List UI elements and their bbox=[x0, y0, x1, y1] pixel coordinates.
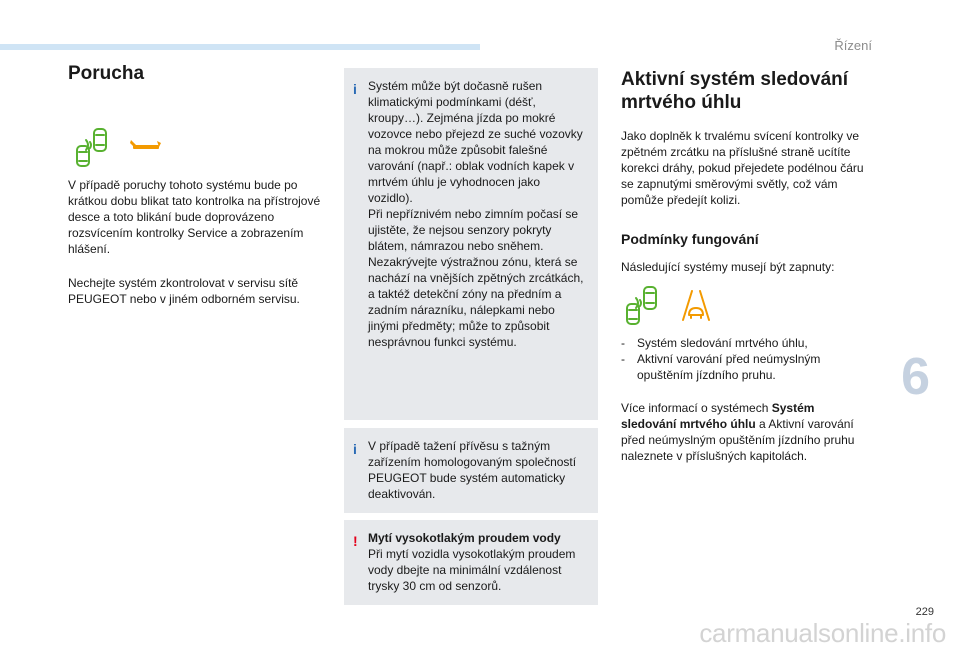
more-info-section bbox=[621, 400, 871, 464]
info-icon: i bbox=[353, 81, 357, 97]
required-systems-list bbox=[621, 335, 871, 383]
info-box-weather bbox=[344, 68, 598, 420]
right-column-header bbox=[621, 68, 871, 208]
more-info-text bbox=[621, 400, 871, 464]
lane-departure-warning-icon bbox=[678, 287, 714, 323]
page-number: 229 bbox=[915, 606, 934, 618]
chapter-number: 6 bbox=[901, 348, 930, 406]
required-systems-list-wrap bbox=[621, 335, 871, 383]
service-recommendation: Nechejte systém zkontrolovat v servisu sítě PEUGEOT nebo v jiném odborném servisu. bbox=[68, 276, 300, 306]
info-icon: i bbox=[353, 441, 357, 457]
more-info-post: a Aktivní varování před neúmyslným opuštěním jízdního pruhu naleznete v příslušných kapitolách. bbox=[621, 417, 855, 463]
top-color-bar bbox=[0, 44, 480, 50]
left-column bbox=[68, 62, 330, 85]
blind-spot-warning-icon bbox=[72, 126, 114, 168]
warning-box-washing bbox=[344, 520, 598, 605]
section-title-active-blind-spot bbox=[621, 68, 871, 114]
conditions-intro: Následující systémy musejí být zapnuty: bbox=[621, 260, 835, 274]
info-box-trailer bbox=[344, 428, 598, 513]
section-title-porucha: Porucha bbox=[68, 63, 145, 84]
warning-text: Při mytí vozidla vysokotlakým proudem vody dbejte na minimální vzdálenost trysky 30 cm od senzorů. bbox=[368, 547, 576, 593]
fault-description: V případě poruchy tohoto systému bude po krátkou dobu blikat tato kontrolka na přístrojové desce a toto blikání bude doprovázeno rozsvícením kontrolky Service a zobrazením hlášení. bbox=[68, 178, 321, 256]
more-info-bold: Systém sledování mrtvého úhlu bbox=[621, 401, 815, 431]
title-line-2: mrtvého úhlu bbox=[621, 92, 742, 113]
wrench-icon bbox=[128, 137, 162, 157]
warning-icon: ! bbox=[353, 533, 358, 549]
chapter-title: Řízení bbox=[834, 38, 872, 53]
info-trailer-text: V případě tažení přívěsu s tažným zařízením homologovaným společností PEUGEOT bude systém automaticky deaktivován. bbox=[368, 439, 577, 501]
active-system-intro: Jako doplněk k trvalému svícení kontrolky ve zpětném zrcátku na příslušné straně ucítíte korekci dráhy, pokud přejedete podélnou čáru se zapnutými směrovými světly, což vám pomůže předejít kolizi. bbox=[621, 129, 864, 207]
required-systems-icons bbox=[622, 284, 714, 326]
conditions-title: Podmínky fungování bbox=[621, 231, 759, 247]
conditions-section bbox=[621, 231, 871, 275]
list-item: - Aktivní varování před neúmyslným opuštěním jízdního pruhu. bbox=[621, 351, 871, 383]
title-line-1: Aktivní systém sledování bbox=[621, 69, 849, 90]
watermark: carmanualsonline.info bbox=[699, 618, 946, 648]
info-sensor-text: Při nepříznivém nebo zimním počasí se ujistěte, že nejsou senzory pokryty blátem, námrazou nebo sněhem. Nezakrývejte výstražnou zónu, která se nachází na vnějších zpětných zrcátkách, a taktéž detekční zóny na předním a zadním nárazníku, nálepkami nebo jinými předměty; může to způsobit nesprávnou funkci systému. bbox=[368, 207, 584, 349]
more-info-pre: Více informací o systémech bbox=[621, 401, 772, 415]
fault-icons bbox=[72, 126, 162, 168]
warning-title: Mytí vysokotlakým proudem vody bbox=[368, 531, 561, 545]
blind-spot-monitoring-icon bbox=[622, 284, 664, 326]
info-weather-text: Systém může být dočasně rušen klimatickými podmínkami (déšť, kroupy…). Zejména jízda po mokré vozovce nebo přejezd ze suché vozovky na mokrou může způsobit falešné varování (např.: oblak vodních kapek v mrtvém úhlu je vyhodnocen jako vozidlo). bbox=[368, 79, 583, 205]
left-paragraphs bbox=[68, 177, 330, 307]
list-item: - Systém sledování mrtvého úhlu, bbox=[621, 335, 871, 351]
